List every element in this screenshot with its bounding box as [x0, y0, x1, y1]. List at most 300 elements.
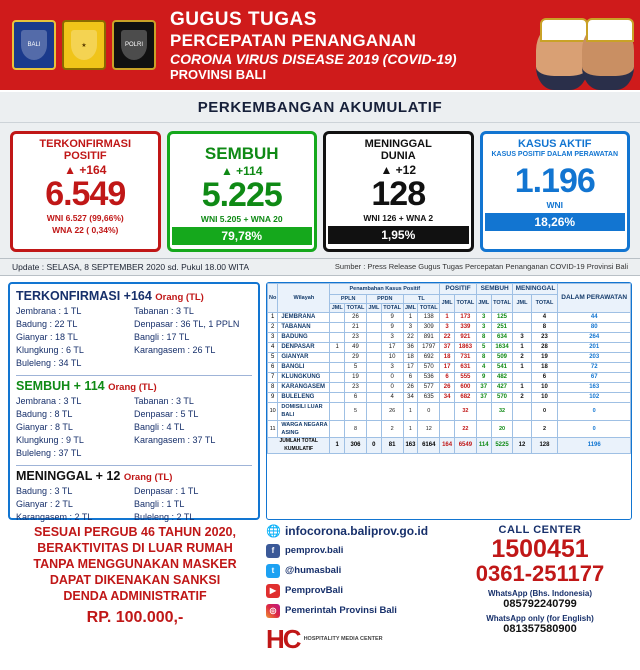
- header-line-1: GUGUS TUGAS: [170, 8, 317, 30]
- cell-ppdn-total: 17: [381, 343, 403, 353]
- th-dalam-perawatan: DALAM PERAWATAN: [558, 283, 631, 312]
- cell-tl-jml: 34: [403, 393, 418, 403]
- cell-sembuh-total: 125: [491, 313, 513, 323]
- th-ppln-total: TOTAL: [345, 303, 367, 312]
- cell-meninggal-jml: 2: [513, 393, 531, 403]
- cell-positif-jml: 164: [440, 438, 455, 454]
- cell-positif-jml: 1: [440, 313, 455, 323]
- cell-tl-jml: 163: [403, 438, 418, 454]
- cell-sembuh-total: 634: [491, 333, 513, 343]
- call-center-panel: [450, 524, 630, 670]
- cell-ppdn-jml: [366, 343, 381, 353]
- cell-positif-total: 173: [454, 313, 476, 323]
- list-item: Denpasar : 5 TL: [134, 409, 199, 420]
- group-list-sembuh: [16, 395, 252, 460]
- cell-tl-total: 1797: [418, 343, 440, 353]
- cell-ppln-total: 29: [345, 353, 367, 363]
- stat-delta: ▲ +164: [64, 163, 107, 178]
- list-item: Jembrana : 3 TL: [16, 396, 82, 407]
- stat-title: KASUS AKTIF: [517, 138, 592, 150]
- list-item: Badung : 3 TL: [16, 486, 73, 497]
- list-item: Badung : 8 TL: [16, 409, 73, 420]
- cell-dalam-perawatan: 201: [558, 343, 631, 353]
- table-row: [268, 373, 631, 383]
- cell-sembuh-total: 541: [491, 363, 513, 373]
- cell-positif-total: 32: [454, 403, 476, 421]
- th-positif-jml: JML: [440, 294, 455, 313]
- cell-ppdn-total: 3: [381, 363, 403, 373]
- social-youtube[interactable]: [266, 584, 450, 598]
- group-list-meninggal: [16, 485, 252, 524]
- cell-tl-total: 309: [418, 323, 440, 333]
- cell-tl-jml: 17: [403, 363, 418, 373]
- cell-meninggal-jml: 12: [513, 438, 531, 454]
- list-item: Karangasem : 26 TL: [134, 344, 216, 355]
- cell-sembuh-jml: 5: [476, 343, 491, 353]
- cell-ppln-total: 49: [345, 343, 367, 353]
- stat-card-terkonfirmasi: [10, 131, 161, 252]
- globe-icon: 🌐: [266, 523, 281, 538]
- list-item: Klungkung : 9 TL: [16, 435, 84, 446]
- table-row: [268, 403, 631, 421]
- cell-no: 8: [268, 383, 278, 393]
- notice-line: BERAKTIVITAS DI LUAR RUMAH: [37, 540, 233, 555]
- th-ppln: PPLN: [330, 294, 367, 303]
- list-item: Buleleng : 2 TL: [134, 512, 195, 523]
- cell-ppdn-jml: [366, 353, 381, 363]
- header: [0, 0, 640, 92]
- cell-dalam-perawatan: 264: [558, 333, 631, 343]
- group-delta: + 12: [95, 469, 121, 484]
- table-row: [268, 363, 631, 373]
- cell-no: 7: [268, 373, 278, 383]
- cell-ppdn-jml: [366, 393, 381, 403]
- cell-positif-total: 555: [454, 373, 476, 383]
- cell-tl-jml: 1: [403, 403, 418, 421]
- cell-positif-total: 921: [454, 333, 476, 343]
- cell-sembuh-total: 1634: [491, 343, 513, 353]
- th-positif-total: TOTAL: [454, 294, 476, 313]
- cell-dalam-perawatan: 0: [558, 420, 631, 438]
- stat-detail-2: WNA 22 ( 0,34%): [52, 225, 119, 236]
- group-label: MENINGGAL: [16, 469, 93, 484]
- cell-sembuh-jml: 9: [476, 373, 491, 383]
- cell-meninggal-jml: 1: [513, 383, 531, 393]
- list-item: Gianyar : 2 TL: [16, 499, 73, 510]
- cell-meninggal-jml: [513, 420, 531, 438]
- cell-wilayah: TABANAN: [278, 323, 330, 333]
- cell-positif-jml: [440, 403, 455, 421]
- table-row: [268, 353, 631, 363]
- list-item: Klungkung : 6 TL: [16, 344, 84, 355]
- cell-tl-jml: 1: [403, 420, 418, 438]
- cell-ppdn-total: 9: [381, 313, 403, 323]
- sanction-notice: [10, 524, 260, 670]
- cell-tl-jml: 6: [403, 373, 418, 383]
- cell-no: 5: [268, 353, 278, 363]
- th-tl-jml: JML: [404, 304, 416, 311]
- th-sembuh-total: TOTAL: [491, 294, 513, 313]
- website-link[interactable]: [266, 524, 450, 538]
- group-label: TERKONFIRMASI: [16, 288, 121, 303]
- whatsapp-number-1: 085792240799: [503, 598, 577, 611]
- regional-breakdown-panel: [8, 282, 260, 523]
- table-row: [268, 333, 631, 343]
- cell-tl-jml: 3: [403, 323, 418, 333]
- th-ppdn-jml: JML: [368, 304, 380, 311]
- th-meninggal-total: TOTAL: [531, 294, 558, 313]
- group-unit: Orang (TL): [155, 291, 204, 303]
- table-row: [268, 323, 631, 333]
- cell-ppln-total: 23: [345, 383, 367, 393]
- cell-ppdn-total: 3: [381, 333, 403, 343]
- list-item: Bangli : 17 TL: [134, 331, 190, 342]
- th-ppdn: PPDN: [366, 294, 403, 303]
- stat-title: SEMBUH: [204, 144, 279, 163]
- list-item: Denpasar : 1 TL: [134, 486, 199, 497]
- cell-ppln-total: 21: [345, 323, 367, 333]
- cell-wilayah: BANGLI: [278, 363, 330, 373]
- hmc-logo: [266, 624, 450, 655]
- th-sembuh-jml: JML: [476, 294, 491, 313]
- cell-ppln-jml: [330, 353, 345, 363]
- call-center-phone-1: 1500451: [491, 534, 589, 563]
- list-item: Buleleng : 34 TL: [16, 358, 82, 369]
- cell-ppln-jml: [330, 373, 345, 383]
- table-row: [268, 343, 631, 353]
- whatsapp-label-1: WhatsApp (Bhs. Indonesia): [488, 589, 592, 599]
- cell-sembuh-total: 20: [491, 420, 513, 438]
- cell-positif-jml: 22: [440, 333, 455, 343]
- list-right: [134, 485, 252, 524]
- cell-meninggal-jml: [513, 323, 531, 333]
- cell-positif-jml: 34: [440, 393, 455, 403]
- cell-ppdn-total: 10: [381, 353, 403, 363]
- th-meninggal: MENINGGAL: [513, 283, 558, 294]
- cell-sembuh-jml: 37: [476, 383, 491, 393]
- stat-detail-1: WNI 126 + WNA 2: [363, 213, 434, 224]
- list-left: [16, 485, 134, 524]
- website-url: infocorona.baliprov.go.id: [284, 523, 429, 538]
- social-instagram[interactable]: [266, 604, 450, 618]
- stat-title-2: DUNIA: [380, 149, 416, 162]
- table-row: [268, 383, 631, 393]
- update-bar: [0, 258, 640, 276]
- social-handle: PemprovBali: [285, 585, 344, 597]
- stat-detail-1: WNI 6.527 (99,66%): [46, 213, 124, 224]
- cell-wilayah: BADUNG: [278, 333, 330, 343]
- cell-no: 3: [268, 333, 278, 343]
- cell-meninggal-total: 28: [531, 343, 558, 353]
- cell-meninggal-total: 0: [531, 403, 558, 421]
- social-handle: pemprov.bali: [285, 545, 344, 557]
- cell-ppdn-jml: [366, 420, 381, 438]
- stat-number: 1.196: [514, 161, 595, 200]
- stat-detail-1: WNI: [546, 199, 564, 210]
- cell-meninggal-jml: 2: [513, 353, 531, 363]
- official-portrait-1: [536, 24, 588, 90]
- cell-tl-total: 0: [418, 403, 440, 421]
- divider: [16, 465, 252, 466]
- cell-ppln-total: 5: [345, 403, 367, 421]
- cell-positif-total: 6549: [454, 438, 476, 454]
- list-right: [134, 305, 252, 370]
- facebook-icon: f: [266, 544, 280, 558]
- list-item: Bangli : 4 TL: [134, 422, 185, 433]
- cell-meninggal-total: 128: [531, 438, 558, 454]
- stat-percentage: 79,78%: [172, 227, 313, 245]
- cell-tl-jml: 18: [403, 353, 418, 363]
- footer: [0, 520, 640, 670]
- cell-meninggal-jml: [513, 403, 531, 421]
- cell-tl-jml: 26: [403, 383, 418, 393]
- header-line-4: PROVINSI BALI: [170, 66, 267, 82]
- cell-meninggal-total: 23: [531, 333, 558, 343]
- hmc-label: HOSPITALITY MEDIA CENTER: [303, 636, 383, 643]
- cell-positif-jml: 6: [440, 373, 455, 383]
- cell-positif-jml: 17: [440, 363, 455, 373]
- cell-positif-total: 631: [454, 363, 476, 373]
- th-ppln-jml: JML: [331, 304, 343, 311]
- th-sembuh: SEMBUH: [476, 283, 513, 294]
- cell-ppln-total: 6: [345, 393, 367, 403]
- th-tl: TL: [403, 294, 440, 303]
- stat-percentage: 18,26%: [485, 213, 626, 231]
- cell-tl-total: 692: [418, 353, 440, 363]
- table-body: [268, 313, 631, 454]
- cell-ppdn-jml: [366, 403, 381, 421]
- cell-tl-jml: 22: [403, 333, 418, 343]
- stat-card-meninggal: [323, 131, 474, 252]
- cell-no: 6: [268, 363, 278, 373]
- group-delta: + 114: [73, 379, 105, 394]
- cell-ppdn-jml: [366, 363, 381, 373]
- cell-positif-jml: 18: [440, 353, 455, 363]
- officials-photo: [484, 0, 634, 90]
- cell-ppln-total: 26: [345, 313, 367, 323]
- cell-wilayah: DOMISILI LUAR BALI: [278, 403, 330, 421]
- header-title: [170, 9, 457, 82]
- cell-sembuh-total: 482: [491, 373, 513, 383]
- cell-wilayah: KLUNGKUNG: [278, 373, 330, 383]
- cell-ppln-total: 19: [345, 373, 367, 383]
- cell-no: 11: [268, 420, 278, 438]
- cell-meninggal-jml: [513, 373, 531, 383]
- cell-no: 9: [268, 393, 278, 403]
- cell-ppln-jml: [330, 383, 345, 393]
- cell-ppln-jml: [330, 393, 345, 403]
- th-meninggal-jml: JML: [513, 294, 531, 313]
- cell-positif-total: 731: [454, 353, 476, 363]
- contact-panel: [260, 524, 450, 670]
- cell-wilayah: GIANYAR: [278, 353, 330, 363]
- table-head: [268, 283, 631, 312]
- regional-table: [267, 283, 631, 454]
- list-item: Buleleng : 37 TL: [16, 448, 82, 459]
- cell-meninggal-jml: [513, 313, 531, 323]
- cell-ppln-jml: [330, 420, 345, 438]
- list-item: Karangasem : 37 TL: [134, 435, 216, 446]
- cell-total-label: JUMLAH TOTAL KUMULATIF: [268, 438, 330, 454]
- update-timestamp: Update : SELASA, 8 SEPTEMBER 2020 sd. Pukul 18.00 WITA: [12, 261, 250, 272]
- cell-ppln-jml: [330, 313, 345, 323]
- list-item: Gianyar : 18 TL: [16, 331, 78, 342]
- cell-positif-total: 1863: [454, 343, 476, 353]
- cell-ppln-total: 23: [345, 333, 367, 343]
- table-row: [268, 393, 631, 403]
- cell-sembuh-jml: 37: [476, 393, 491, 403]
- regional-table-panel: [266, 282, 632, 520]
- cell-ppdn-total: 4: [381, 393, 403, 403]
- cell-wilayah: DENPASAR: [278, 343, 330, 353]
- cell-ppdn-jml: [366, 373, 381, 383]
- cell-no: 2: [268, 323, 278, 333]
- cell-sembuh-jml: 8: [476, 333, 491, 343]
- cell-ppln-total: 5: [345, 363, 367, 373]
- stat-delta: ▲ +12: [380, 163, 417, 178]
- cell-ppln-jml: [330, 323, 345, 333]
- main-content: [0, 276, 640, 523]
- instagram-icon: ◎: [266, 604, 280, 618]
- group-unit: Orang (TL): [108, 382, 157, 394]
- cell-meninggal-jml: 1: [513, 343, 531, 353]
- group-unit: Orang (TL): [123, 472, 173, 484]
- cell-tl-total: 570: [418, 363, 440, 373]
- header-line-3: CORONA VIRUS DISEASE 2019 (COVID-19): [170, 50, 457, 67]
- cell-sembuh-jml: 4: [476, 363, 491, 373]
- stat-number: 6.549: [45, 175, 126, 214]
- cell-ppln-jml: 1: [330, 343, 345, 353]
- list-left: [16, 395, 134, 460]
- cell-sembuh-jml: 114: [476, 438, 491, 454]
- cell-dalam-perawatan: 0: [558, 403, 631, 421]
- cell-positif-total: 22: [454, 420, 476, 438]
- cell-dalam-perawatan: 102: [558, 393, 631, 403]
- cell-dalam-perawatan: 203: [558, 353, 631, 363]
- cell-ppdn-jml: 0: [366, 438, 381, 454]
- social-handle: Pemerintah Provinsi Bali: [285, 605, 397, 617]
- cell-ppdn-jml: [366, 323, 381, 333]
- cell-ppln-jml: [330, 363, 345, 373]
- section-title: PERKEMBANGAN AKUMULATIF: [0, 92, 640, 123]
- cell-meninggal-total: 10: [531, 393, 558, 403]
- stat-title-2: KASUS POSITIF DALAM PERAWATAN: [491, 150, 619, 158]
- cell-ppdn-total: 9: [381, 323, 403, 333]
- cell-positif-total: 339: [454, 323, 476, 333]
- cell-wilayah: WARGA NEGARA ASING: [278, 420, 330, 438]
- stat-number: 128: [371, 175, 426, 214]
- th-positif: POSITIF: [440, 283, 477, 294]
- youtube-icon: ▶: [266, 584, 280, 598]
- cell-ppdn-jml: [366, 313, 381, 323]
- cell-dalam-perawatan: 67: [558, 373, 631, 383]
- polda-bali-logo-icon: POLRI: [112, 20, 156, 70]
- cell-tl-total: 891: [418, 333, 440, 343]
- header-line-2: PERCEPATAN PENANGANAN: [170, 30, 417, 50]
- cell-sembuh-jml: 3: [476, 313, 491, 323]
- cell-ppln-jml: 1: [330, 438, 345, 454]
- notice-line: TANPA MENGGUNAKAN MASKER: [33, 556, 237, 571]
- group-title-sembuh: [16, 379, 252, 393]
- fine-amount: RP. 100.000,-: [86, 608, 184, 626]
- list-item: Badung : 22 TL: [16, 318, 78, 329]
- cell-dalam-perawatan: 163: [558, 383, 631, 393]
- cell-tl-total: 138: [418, 313, 440, 323]
- cell-dalam-perawatan: 80: [558, 323, 631, 333]
- table-total-row: [268, 438, 631, 454]
- hmc-mark-icon: HC: [266, 623, 300, 654]
- group-delta: +164: [123, 288, 152, 303]
- list-item: Jembrana : 1 TL: [16, 305, 82, 316]
- th-tl-total: TOTAL: [418, 303, 440, 312]
- logo-group: [8, 20, 156, 70]
- social-facebook[interactable]: [266, 544, 450, 558]
- table-row: [268, 313, 631, 323]
- list-right: [134, 395, 252, 460]
- social-twitter[interactable]: [266, 564, 450, 578]
- cell-tl-jml: 1: [403, 313, 418, 323]
- cell-ppdn-total: 0: [381, 383, 403, 393]
- cell-tl-total: 12: [418, 420, 440, 438]
- group-title-meninggal: [16, 469, 252, 483]
- cell-sembuh-total: 509: [491, 353, 513, 363]
- bali-province-logo-icon: BALI: [12, 20, 56, 70]
- list-left: [16, 305, 134, 370]
- cell-ppdn-jml: [366, 333, 381, 343]
- cell-sembuh-jml: 8: [476, 353, 491, 363]
- source-note: Sumber : Press Release Gugus Tugas Percepatan Penanganan COVID-19 Provinsi Bali: [334, 262, 628, 272]
- cell-sembuh-jml: [476, 420, 491, 438]
- list-item: Bangli : 1 TL: [134, 499, 185, 510]
- cell-ppdn-total: 2: [381, 420, 403, 438]
- twitter-icon: t: [266, 564, 280, 578]
- stat-detail-1: WNI 5.205 + WNA 20: [200, 213, 283, 224]
- cell-ppln-jml: [330, 403, 345, 421]
- cell-sembuh-total: 32: [491, 403, 513, 421]
- cell-positif-jml: 37: [440, 343, 455, 353]
- cell-tl-total: 635: [418, 393, 440, 403]
- call-center-phone-2: 0361-251177: [475, 561, 605, 587]
- cell-ppdn-total: 26: [381, 403, 403, 421]
- cell-sembuh-total: 570: [491, 393, 513, 403]
- cell-tl-total: 6164: [418, 438, 440, 454]
- cell-meninggal-total: 8: [531, 323, 558, 333]
- stat-title-2: POSITIF: [63, 149, 107, 162]
- notice-line: SESUAI PERGUB 46 TAHUN 2020,: [34, 524, 236, 539]
- cell-ppln-jml: [330, 333, 345, 343]
- list-item: Tabanan : 3 TL: [134, 396, 194, 407]
- cell-no: 4: [268, 343, 278, 353]
- divider: [16, 375, 252, 376]
- stat-delta: ▲ +114: [220, 163, 263, 178]
- cell-positif-jml: [440, 420, 455, 438]
- group-title-terkonfirmasi: [16, 289, 252, 303]
- cell-meninggal-total: 18: [531, 363, 558, 373]
- cell-ppdn-total: 0: [381, 373, 403, 383]
- th-no: No: [268, 283, 278, 312]
- cell-sembuh-total: 427: [491, 383, 513, 393]
- cell-sembuh-total: 251: [491, 323, 513, 333]
- table-header-row-1: [268, 283, 631, 294]
- table-row: [268, 420, 631, 438]
- list-item: Karangasem : 2 TL: [16, 512, 93, 523]
- th-penambahan: Penambahan Kasus Positif: [330, 283, 440, 294]
- cell-no: 1: [268, 313, 278, 323]
- cell-meninggal-total: 10: [531, 383, 558, 393]
- cell-wilayah: KARANGASEM: [278, 383, 330, 393]
- cell-meninggal-total: 4: [531, 313, 558, 323]
- stat-title: TERKONFIRMASI: [39, 138, 132, 150]
